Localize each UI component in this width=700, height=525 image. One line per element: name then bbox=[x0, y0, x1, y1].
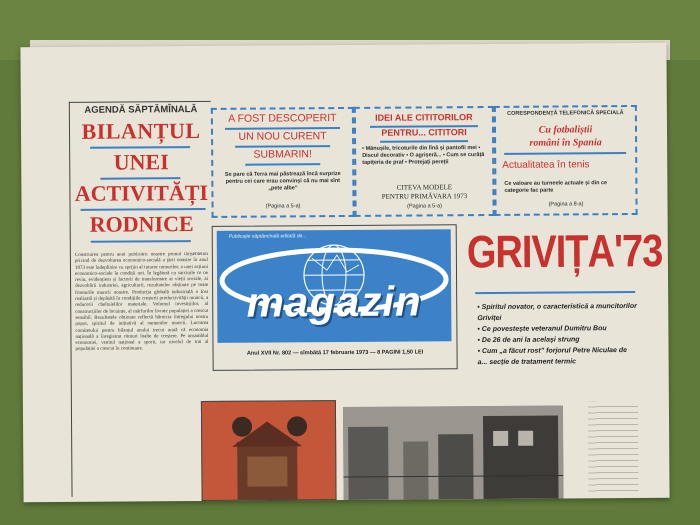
promo-ideas-subtitle-2: PENTRU PRIMĂVARA 1973 bbox=[381, 192, 468, 201]
promo-football-page: (Pagina a 8-a) bbox=[548, 201, 584, 208]
agenda-headline-2: UNEI bbox=[113, 149, 169, 175]
grivita-bullets bbox=[477, 301, 637, 368]
promo-football-line-2: români în Spania bbox=[529, 137, 602, 149]
promo-submarine-body: Se pare că Terra mai păstrează încă surprize pentru cei care erau convinși că nu mai sînt „pete albe” bbox=[224, 171, 341, 192]
masthead bbox=[212, 224, 458, 371]
agenda-body: Construirea pentru anul publicării noastre primul tărișebletim privind de dezvoltarea economico-socială a țării noastre în anul 1973 este îndeplinire cu sprijin al tuturor ramurilor, a unei acțiuni economico-sociale în condiții noi. În legătură cu sarcinile ce ne revin, evidențiem și factorii de transformare ai vieții sociale, ai dezvoltării industriei, agriculturii, rezultatelor obținute pe toate fronturile muncii noastre. Producția globală industrială a fost realizată și depășită în condițiile creșterii productivității muncii, a reducerii cheltuielilor materiale. Volumul investițiilor, al construcțiilor de locuințe, al mărfurilor livrate populației a crescut sensibil. Rezultatele obținute reflectă hărnicia întregului nostru popor, spiritul de inițiativă al oamenilor muncii. Lucrarea comitetului pentru bilanțul anului trecut arată că economia națională a înregistrat ritmuri înalte de creștere. Pe ansamblul economiei, venitul național a sporit, iar nivelul de trai al populației a crescut în continuare. bbox=[74, 251, 209, 353]
masthead-logo-panel bbox=[217, 229, 452, 343]
promo-ideas-page: (Pagina a 5-a) bbox=[407, 203, 442, 210]
agenda-column bbox=[69, 101, 214, 497]
grivita-rule bbox=[475, 291, 635, 294]
agenda-headline-4: RODNICE bbox=[89, 211, 194, 237]
promo-submarine-line-2: UN NOU CURENT bbox=[238, 130, 327, 143]
newspaper-page bbox=[20, 43, 669, 502]
masthead-issue: Anul XVII Nr. 802 — sîmbătă 17 februarie 1973 — 8 PAGINI 1,50 LEI bbox=[246, 349, 424, 357]
grivita-photo-strip bbox=[588, 401, 639, 493]
promo-football-body: Ce valoare au turneele actuale și din ce categorie fac parte bbox=[504, 180, 608, 194]
promo-ideas-line-2: PENTRU... CITITORI bbox=[381, 127, 467, 138]
promo-football-kicker: CORESPONDENȚĂ TELEFONICĂ SPECIALĂ bbox=[507, 110, 624, 117]
masthead-tagline: Publicație săptămînală editată de... bbox=[228, 233, 307, 240]
grivita-bullet: • De 26 de ani la același strung bbox=[477, 336, 580, 345]
promo-submarine[interactable] bbox=[211, 107, 355, 218]
promo-ideas[interactable] bbox=[354, 106, 495, 217]
promo-ideas-line-1: IDEI ALE CITITORILOR bbox=[375, 112, 473, 123]
masthead-title: magazin bbox=[246, 277, 422, 326]
promo-submarine-line-1: A FOST DESCOPERIT bbox=[228, 112, 337, 125]
promo-football[interactable] bbox=[494, 105, 638, 216]
grivita-bullet: • Cum „a făcut rost” forjorul Petre Niculae de a... secție de tratament termic bbox=[477, 347, 628, 367]
promo-ideas-bullets: • Mănușile, tricoturile din lînă și pantofii mei • Discul decorativ • O agrișeră... • Cum se curăță tapițeria de praf • Protejați pereții bbox=[362, 145, 485, 166]
agenda-headline-1: BILANȚUL bbox=[81, 118, 201, 144]
grivita-bullet: • Spiritul novator, o caracteristică a muncitorilor Griviței bbox=[477, 302, 637, 323]
photo-factory bbox=[343, 405, 564, 500]
relic-image bbox=[202, 401, 337, 501]
agenda-headline-3: ACTIVITĂȚI bbox=[74, 179, 209, 206]
factory-image bbox=[343, 405, 564, 500]
promo-football-line-1: Cu fotbaliștii bbox=[538, 124, 593, 136]
photo-relic bbox=[201, 400, 337, 501]
promo-ideas-subtitle-1: CITEVA MODELE bbox=[396, 183, 453, 192]
promo-football-tennis: Actualitatea în tenis bbox=[502, 159, 590, 171]
promo-submarine-page: (Pagina a 5-a) bbox=[265, 203, 301, 210]
grivita-title: GRIVIȚA'73 bbox=[466, 226, 663, 279]
headline-rule bbox=[91, 240, 191, 243]
agenda-kicker: AGENDĂ SĂPTĂMÎNALĂ bbox=[84, 104, 198, 116]
promo-submarine-line-3: SUBMARIN! bbox=[253, 148, 312, 161]
grivita-bullet: • Ce povestește veteranul Dumitru Bou bbox=[477, 325, 607, 334]
